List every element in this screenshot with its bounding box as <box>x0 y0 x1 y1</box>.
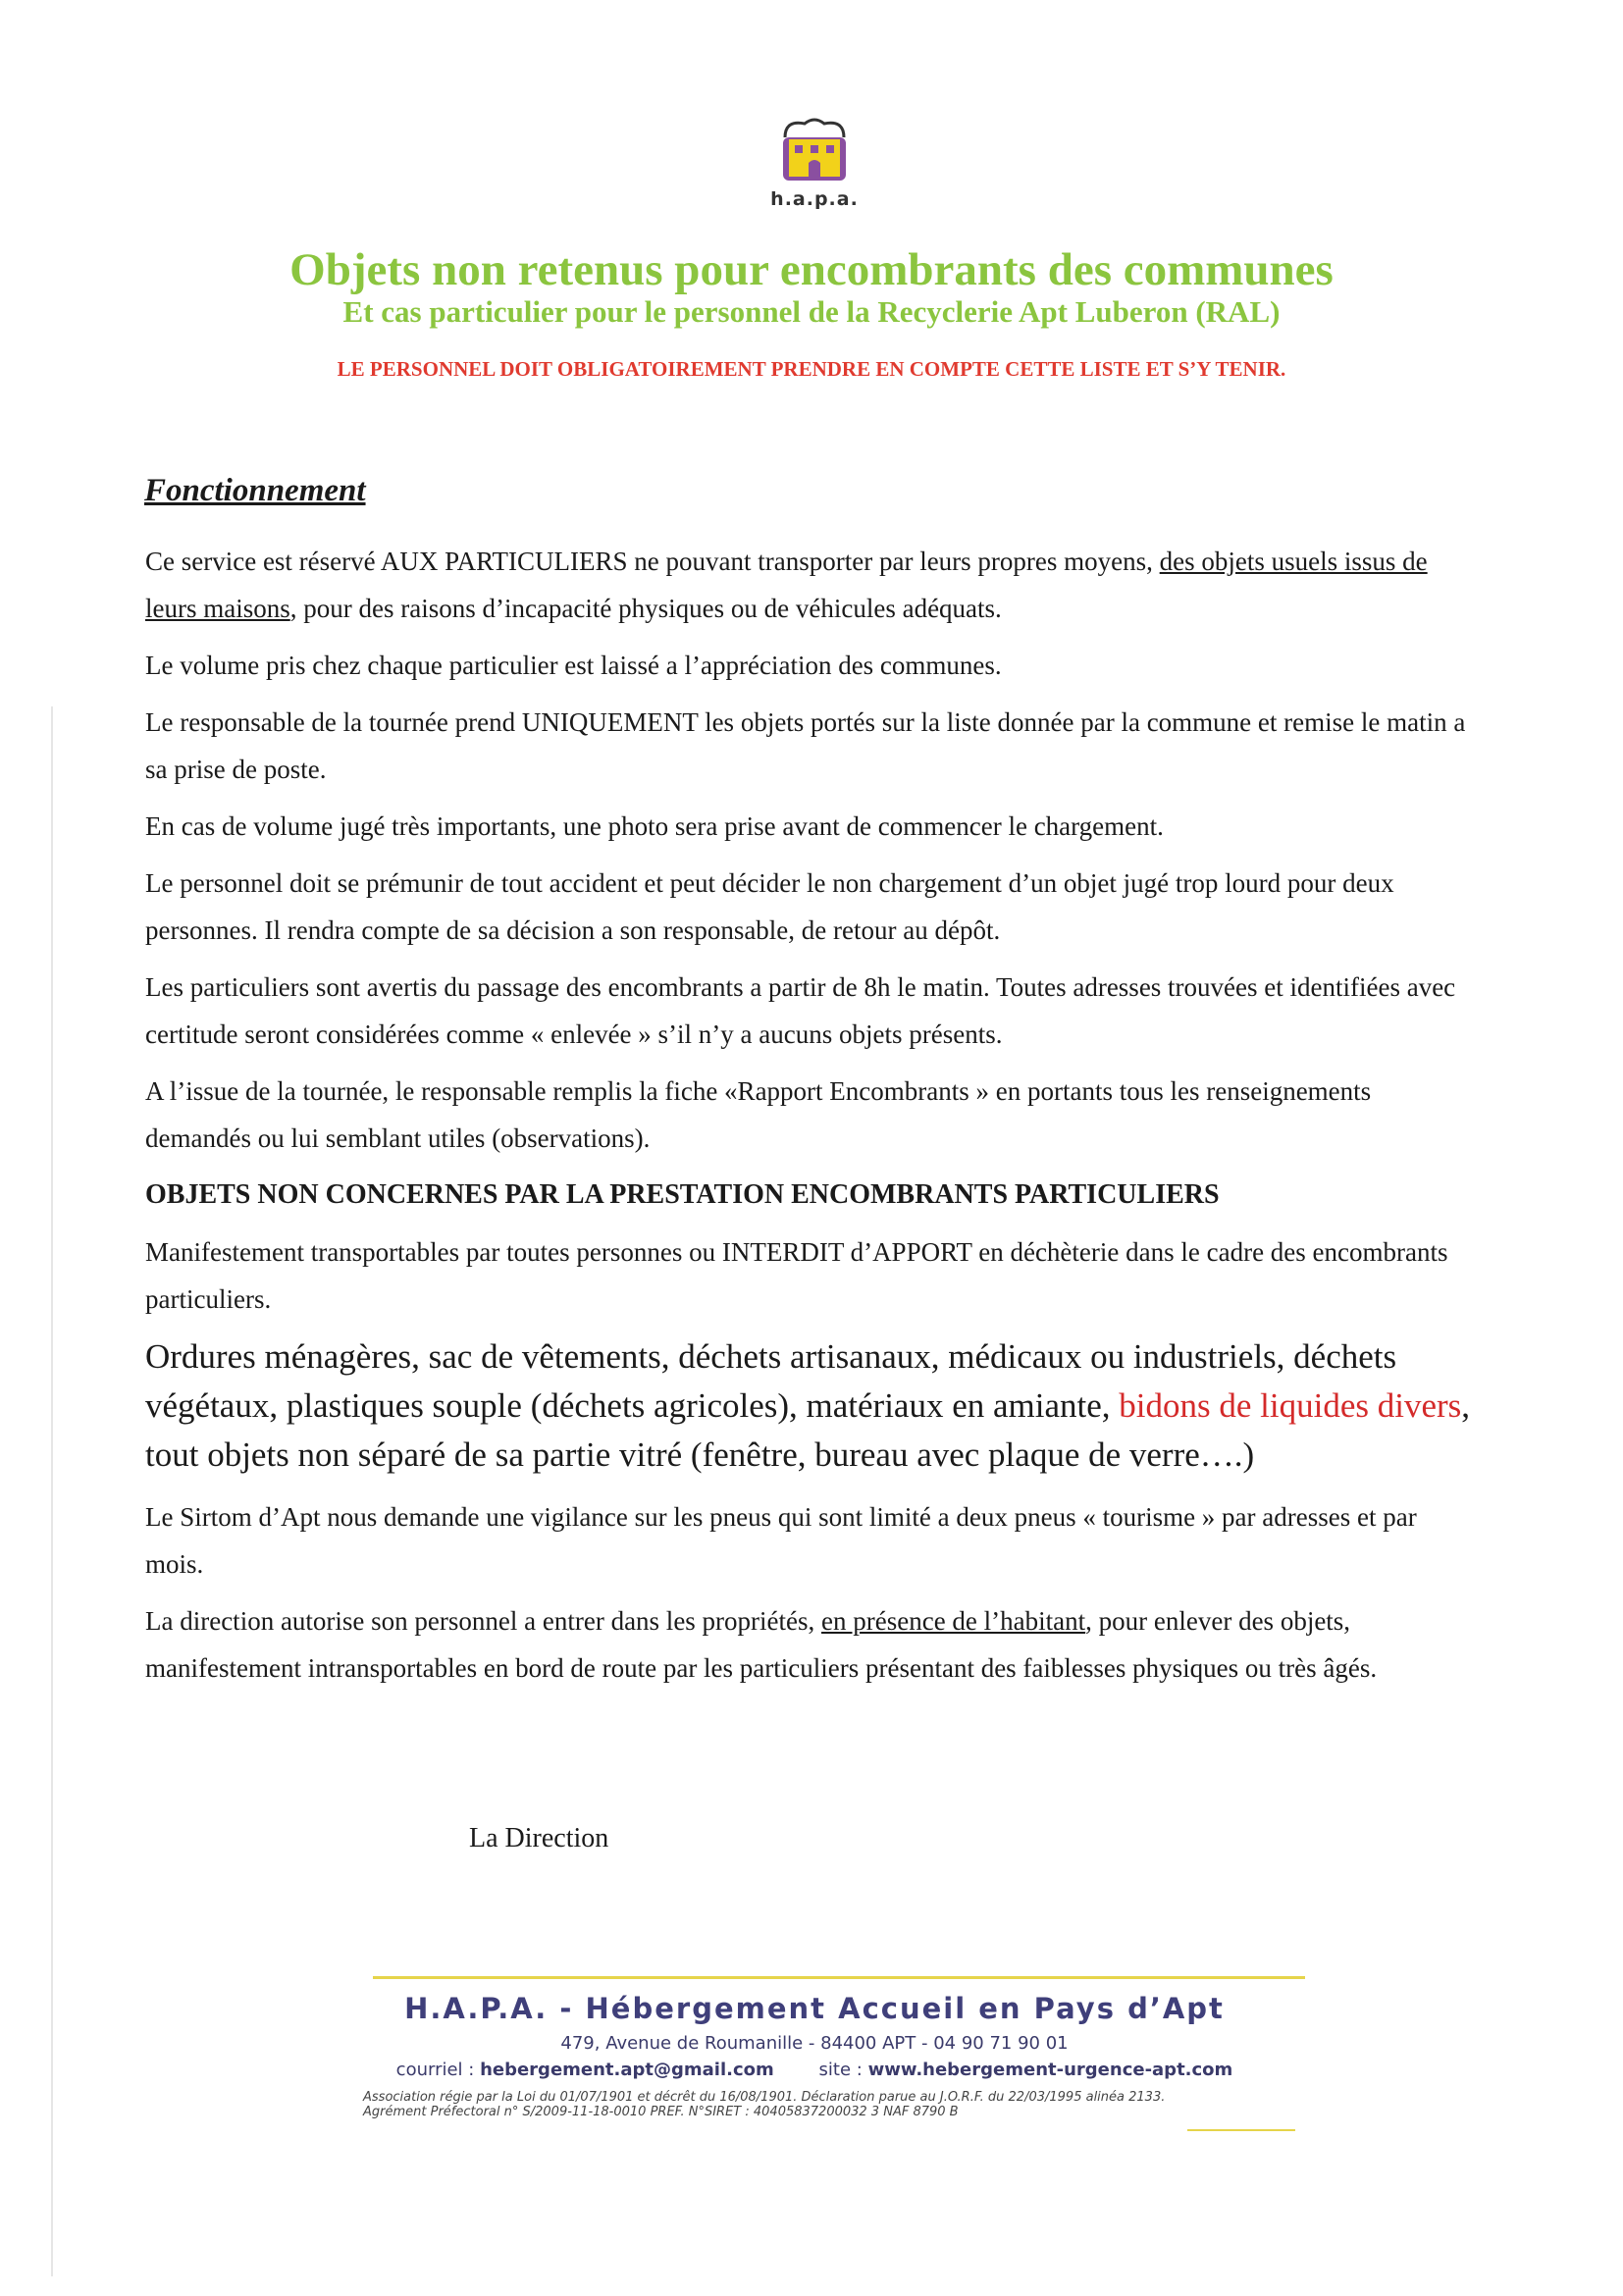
paragraph-pneus: Le Sirtom d’Apt nous demande une vigilance sur les pneus qui sont limité a deux pneus « tourisme » par adresses et par mois. <box>145 1502 1417 1579</box>
scan-margin-line <box>51 706 53 2276</box>
hapa-logo <box>746 116 883 210</box>
footer-contact: courriel : hebergement.apt@gmail.com site : www.hebergement-urgence-apt.com <box>395 2060 1233 2080</box>
footer-organization: H.A.P.A. - Hébergement Accueil en Pays d’Apt <box>404 1992 1225 2025</box>
footer-divider <box>373 1976 1305 1979</box>
footer-legal-divider <box>1187 2129 1295 2131</box>
signature: La Direction <box>469 1823 609 1853</box>
footer-legal: Association régie par la Loi du 01/07/1901 et décrêt du 16/08/1901. Déclaration parue au J.O.R.F. du 22/03/1995 alinéa 2133. Agrément Préfectoral n° S/2009-11-18-0010 PREF. N°SIRET : 40405837200032 3 NAF 8790 B <box>363 2090 1166 2119</box>
paragraph-passage: Les particuliers sont avertis du passage des encombrants a partir de 8h le matin. Toutes adresses trouvées et identifiées avec certitude seront considérées comme « enlevée » s’il n’y a aucuns objets présents. <box>145 972 1456 1049</box>
footer <box>353 1980 1276 2119</box>
underlined-objects: des objets usuels issus de leurs maisons <box>145 547 1428 623</box>
paragraph-service: Ce service est réservé AUX PARTICULIERS ne pouvant transporter par leurs propres moyens, des objets usuels issus de leurs maisons, pour des raisons d’incapacité physiques ou de véhicules adéquats. <box>145 547 1428 623</box>
paragraph-direction: La direction autorise son personnel a entrer dans les propriétés, en présence de l’habitant, pour enlever des objets, manifestement intransportables en bord de route par les particuliers présentant des faiblesses physiques ou très âgés. <box>145 1606 1378 1683</box>
paragraph-responsable: Le responsable de la tournée prend UNIQUEMENT les objets portés sur la liste donnée par la commune et remise le matin a sa prise de poste. <box>145 707 1466 784</box>
section-heading: Fonctionnement <box>144 473 366 508</box>
paragraph-rapport: A l’issue de la tournée, le responsable remplis la fiche «Rapport Encombrants » en portants tous les renseignements demandés ou lui semblant utiles (observations). <box>145 1076 1372 1153</box>
footer-email[interactable]: hebergement.apt@gmail.com <box>480 2060 774 2080</box>
paragraph-volume: Le volume pris chez chaque particulier est laissé a l’appréciation des communes. <box>145 651 1002 680</box>
house-logo-icon <box>775 116 854 186</box>
page-subtitle: Et cas particulier pour le personnel de la Recyclerie Apt Luberon (RAL) <box>342 294 1281 329</box>
body-text <box>145 538 1480 1701</box>
paragraph-accident: Le personnel doit se prémunir de tout accident et peut décider le non chargement d’un objet jugé trop lourd pour deux personnes. Il rendra compte de sa décision a son responsable, de retour au dépôt. <box>145 868 1394 945</box>
paragraph-photo: En cas de volume jugé très importants, une photo sera prise avant de commencer le chargement. <box>145 811 1164 841</box>
highlight-bidons: bidons de liquides divers <box>1119 1386 1462 1425</box>
footer-address: 479, Avenue de Roumanille - 84400 APT - 04 90 71 90 01 <box>560 2033 1069 2054</box>
non-concerned-heading: OBJETS NON CONCERNES PAR LA PRESTATION ENCOMBRANTS PARTICULIERS <box>145 1179 1220 1210</box>
warning-notice: LE PERSONNEL DOIT OBLIGATOIREMENT PRENDRE EN COMPTE CETTE LISTE ET S’Y TENIR. <box>337 357 1286 381</box>
underlined-habitant: en présence de l’habitant <box>821 1606 1086 1636</box>
footer-site[interactable]: www.hebergement-urgence-apt.com <box>867 2060 1233 2080</box>
paragraph-transportables: Manifestement transportables par toutes personnes ou INTERDIT d’APPORT en déchèterie dans le cadre des encombrants particuliers. <box>145 1237 1448 1314</box>
page-title: Objets non retenus pour encombrants des communes <box>289 244 1334 295</box>
excluded-items-list: Ordures ménagères, sac de vêtements, déchets artisanaux, médicaux ou industriels, déchets végétaux, plastiques souple (déchets agricoles), matériaux en amiante, bidons de liquides divers, tout objets non séparé de sa partie vitré (fenêtre, bureau avec plaque de verre….) <box>145 1337 1471 1474</box>
logo-caption: h.a.p.a. <box>770 188 859 210</box>
